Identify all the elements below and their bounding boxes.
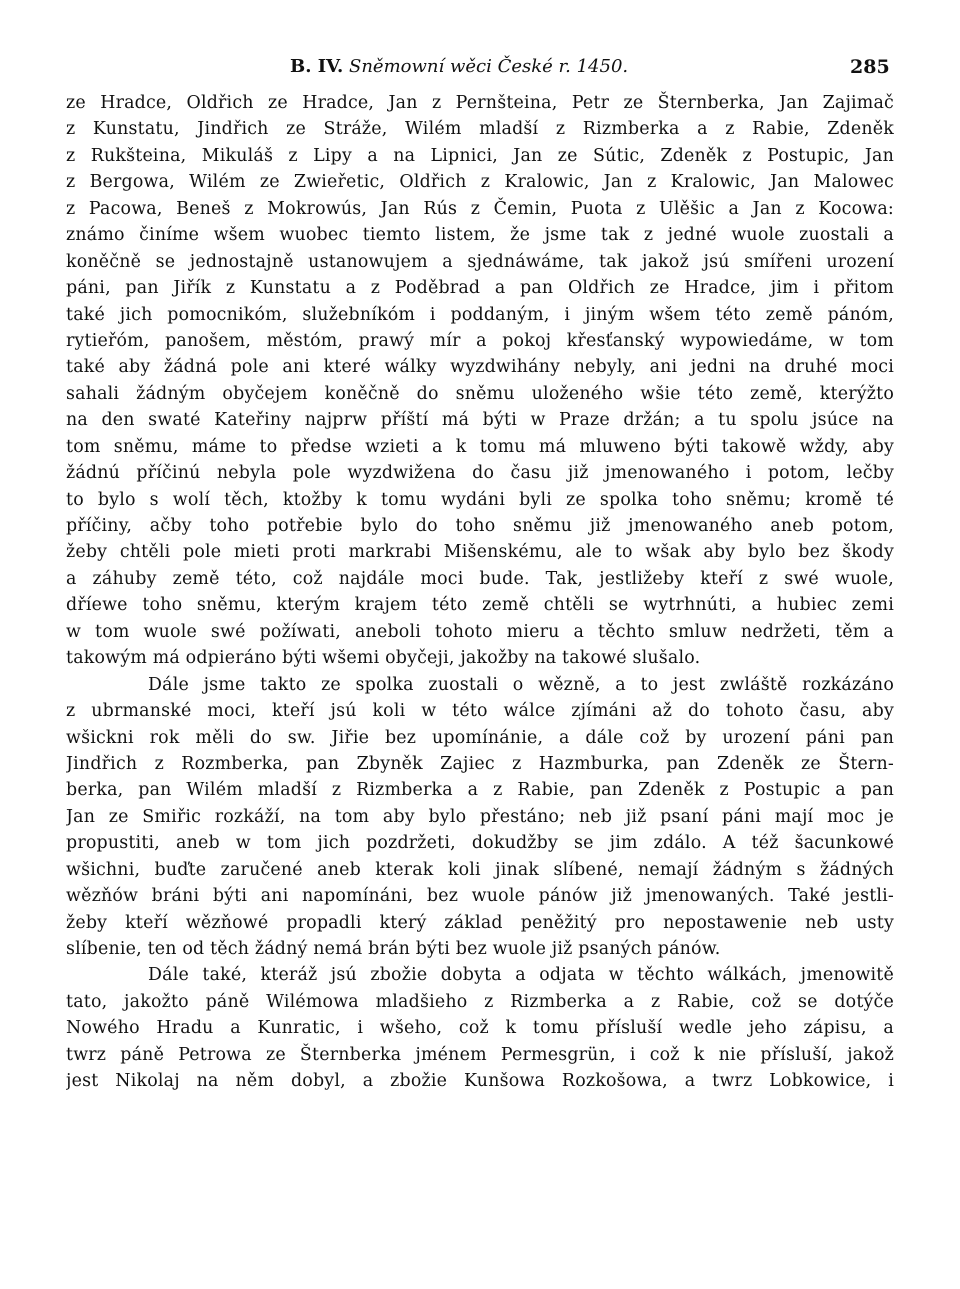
text-line: žádnú příčinú nebyla pole wyzdwižena do času již jmenowaného i potom, lečby (66, 463, 894, 484)
text-line: Nowého Hradu a Kunratic, i wšeho, což k tomu přísluší wedle jeho zápisu, a (66, 1018, 894, 1039)
text-line: Dále jsme takto ze spolka zuostali o wězně, a to jest zwláště rozkázáno (148, 674, 894, 695)
text-line: žeby chtěli pole mieti proti markrabi Mišenskému, ale to wšak aby bylo bez škody (66, 542, 894, 563)
text-line: rytieřóm, panošem, městóm, prawý mír a pokoj křesťanský wypowiedáme, w tom (66, 330, 894, 351)
text-line: twrz páně Petrowa ze Šternberka jménem Permesgrün, i což k nie přísluší, jakož (66, 1044, 894, 1065)
text-line: wězňów bráni býti ani napomínáni, bez wuole pánów již jmenowaných. Také jestli- (66, 886, 894, 907)
text-line: propustiti, aneb w tom jich pozdržeti, dokudžby se jim zdálo. A též šacunkowé (66, 833, 894, 854)
text-line: na den swaté Kateřiny najprw příští má býti w Praze držán; a tu spolu jsúce na (66, 410, 894, 431)
text-line: dříewe toho sněmu, kterým krajem této země chtěli se wytrhnúti, a hubiec zemi (66, 595, 894, 616)
text-line: w tom wuole swé požíwati, aneboli tohoto mieru a těchto smluw nedržeti, těm a (66, 621, 894, 642)
text-line: také jich pomocnikóm, služebníkóm i poddaným, i jiným wšem této země pánóm, (66, 304, 894, 325)
text-line: koněčně se jednostajně ustanowujem a sjednáwáme, tak jakož jsú smířeni urození (66, 251, 894, 272)
text-line: jest Nikolaj na něm dobyl, a zbožie Kunšowa Rozkošowa, a twrz Lobkowice, i (66, 1071, 894, 1092)
text-line: z Bergowa, Wilém ze Zwieřetic, Oldřich z Kralowic, Jan z Kralowic, Jan Malowec (66, 172, 894, 193)
text-line: a záhuby země této, což najdále moci bude. Tak, jestližeby kteří z swé wuole, (66, 568, 894, 589)
text-line: Dále také, kteráž jsú zbožie dobyta a odjata w těchto wálkách, jmenowitě (148, 965, 894, 986)
text-line: také aby žádná pole ani které wálky wyzdwihány nebyly, ani jedni na druhé moci (66, 357, 894, 378)
text-line: z Kunstatu, Jindřich ze Stráže, Wilém mladší z Rizmberka a z Rabie, Zdeněk (66, 119, 894, 140)
text-line: známo činíme wšem wuobec tiemto listem, že jsme tak z jedné wuole zuostali a (66, 225, 894, 246)
text-line: Jan ze Smiřic rozkáží, na tom aby bylo přestáno; neb již psaní páni mají moc je (66, 806, 894, 827)
text-line: Jindřich z Rozmberka, pan Zbyněk Zajiec z Hazmburka, pan Zdeněk ze Štern- (66, 753, 894, 774)
page-number: 285 (850, 56, 890, 78)
text-line: sahali žádným obyčejem koněčně do sněmu uloženého wšie této země, kterýžto (66, 383, 894, 404)
running-title-block (290, 56, 628, 77)
text-line: ze Hradce, Oldřich ze Hradce, Jan z Pernšteina, Petr ze Šternberka, Jan Zajimač (66, 93, 894, 113)
text-line: wšichni, buďte zaručené aneb kterak koli jinak slíbené, nemají žádným s žádných (66, 859, 894, 880)
text-line: příčiny, ačby toho potřebie bylo do toho sněmu již jmenowaného aneb potom, (66, 516, 894, 536)
text-line: tato, jakožto páně Wilémowa mladšieho z Rizmberka a z Rabie, což se dotýče (66, 991, 894, 1012)
book-number: B. IV. (290, 56, 344, 77)
text-line: tom sněmu, máme to předse wzieti a k tomu má mluweno býti takowě wždy, aby (66, 436, 894, 457)
body-text (66, 90, 894, 1095)
running-header (0, 56, 960, 90)
text-line: takowým má odpieráno býti wšemi obyčeji, jakožby na takowé slušalo. (66, 648, 701, 669)
text-line: páni, pan Jiřík z Kunstatu a z Poděbrad a pan Oldřich ze Hradce, jim i přitom (66, 278, 894, 299)
text-line: z ubrmanské moci, kteří jsú koli w této wálce zjímáni až do tohoto času, aby (66, 701, 894, 722)
text-line: z Pacowa, Beneš z Mokrowús, Jan Rús z Čemin, Puota z Ulěšic a Jan z Kocowa: (66, 198, 894, 219)
text-line: wšickni rok měli do sw. Jiřie bez upomínánie, a dále což by urození páni pan (66, 727, 894, 748)
text-line: žeby kteří wězňowé propadli který základ peněžitý pro nepostawenie neb usty (66, 912, 894, 933)
running-title: Sněmowní wěci České r. 1450. (349, 56, 629, 77)
text-line: z Rukšteina, Mikuláš z Lipy a na Lipnici, Jan ze Sútic, Zdeněk z Postupic, Jan (66, 145, 894, 166)
text-line: to bylo s wolí těch, ktožby k tomu wydáni byli ze spolka toho sněmu; kromě té (66, 489, 894, 510)
text-line: berka, pan Wilém mladší z Rizmberka a z Rabie, pan Zdeněk z Postupic a pan (66, 780, 894, 801)
text-line: slíbenie, ten od těch žádný nemá brán býti bez wuole již psaných pánów. (66, 939, 721, 959)
